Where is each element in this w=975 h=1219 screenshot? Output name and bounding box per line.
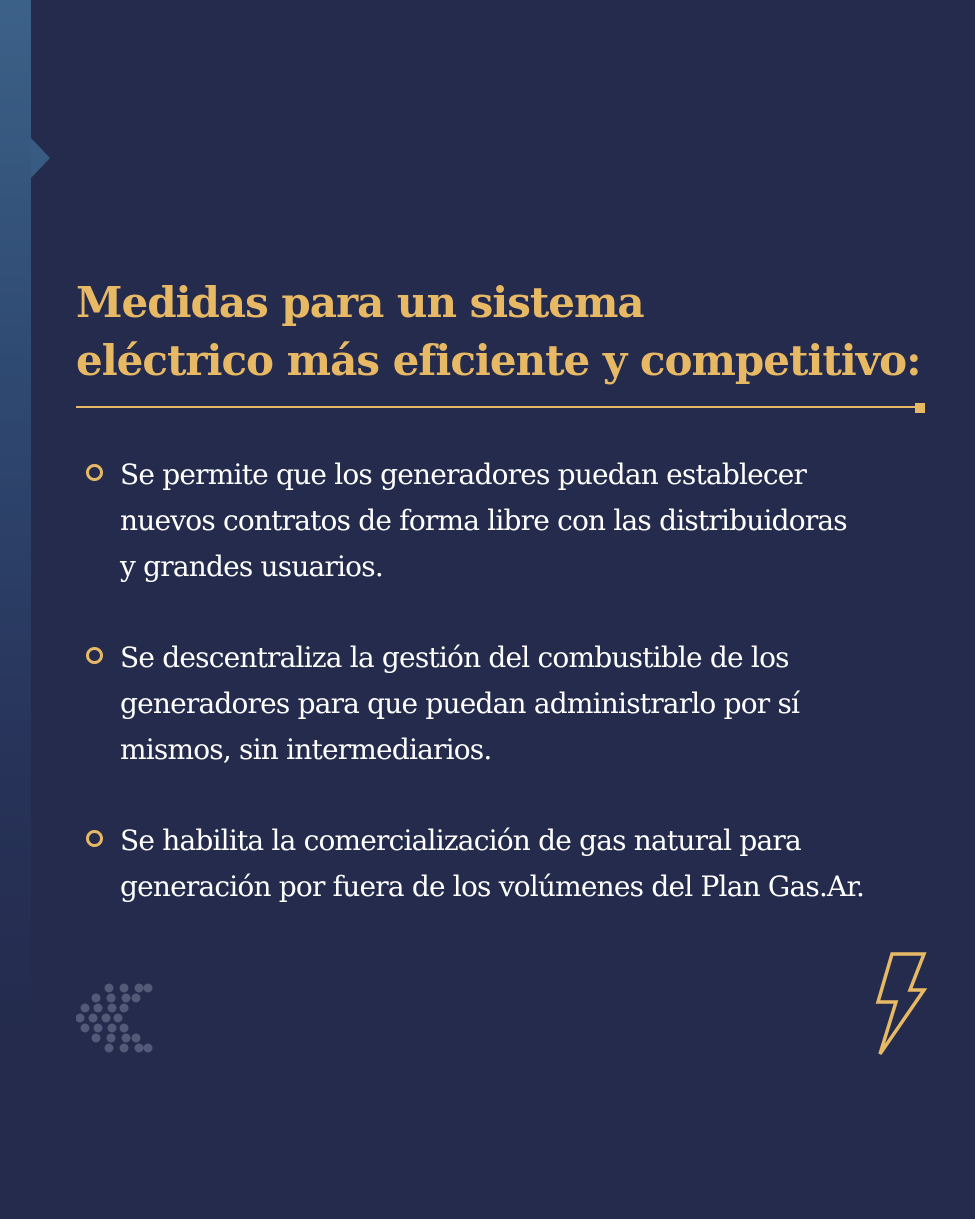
list-item [86, 635, 946, 773]
list-item-text: Se descentraliza la gestión del combustible de los [120, 641, 789, 674]
page-title-line-2: eléctrico más eficiente y competitivo: [76, 336, 921, 385]
list-item-text: y grandes usuarios. [120, 550, 383, 583]
page-title-line-1: Medidas para un sistema [76, 278, 644, 327]
side-accent-bar [0, 0, 31, 1219]
ring-bullet-icon [86, 830, 103, 847]
measures-list [86, 452, 946, 955]
ring-bullet-icon [86, 647, 103, 664]
list-item-text: Se habilita la comercialización de gas natural para [120, 824, 801, 857]
dots-logo-icon [76, 982, 156, 1054]
ring-bullet-icon [86, 464, 103, 481]
list-item-text: nuevos contratos de forma libre con las distribuidoras [120, 504, 847, 537]
lightning-bolt-icon [872, 952, 930, 1058]
page-title [76, 274, 956, 390]
side-accent-notch [31, 138, 50, 178]
list-item-text: generación por fuera de los volúmenes del Plan Gas.Ar. [120, 870, 865, 903]
list-item-text: generadores para que puedan administrarlo por sí [120, 687, 800, 720]
list-item-text: Se permite que los generadores puedan establecer [120, 458, 807, 491]
list-item [86, 818, 946, 910]
title-divider-end-square [915, 403, 925, 413]
title-divider [76, 406, 918, 408]
list-item-text: mismos, sin intermediarios. [120, 733, 492, 766]
list-item [86, 452, 946, 590]
